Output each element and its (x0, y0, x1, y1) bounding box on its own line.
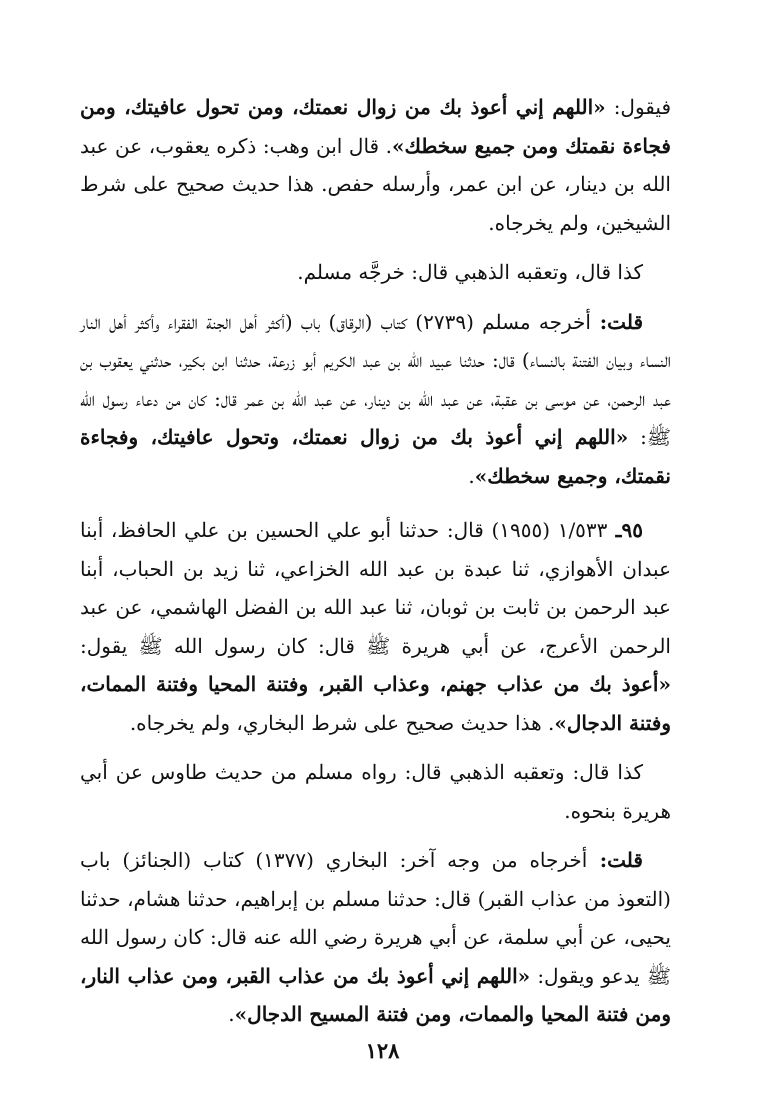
paragraph (80, 253, 671, 292)
emphasized-text: قلت: (587, 848, 643, 872)
emphasized-text: قلت: (590, 309, 644, 334)
emphasized-text: «اللهم إني أعوذ بك من زوال نعمتك، ومن تحول عافيتك، ومن فجاءة نقمتك ومن جميع سخطك» (80, 95, 671, 158)
text-segment: فيقول: (605, 95, 672, 119)
emphasized-text: ٩٥ـ (607, 518, 644, 542)
text-segment: أخرجه مسلم (٢٧٣٩) كتاب (الرقاق) باب (أكثر أهل الجنة الفقراء وأكثر أهل النار النساء وبيان الفتنة بالنساء) قال: حدثنا عبيد الله بن عبد الكريم أبو زرعة، حدثنا ابن بكير، حدثني يعقوب بن عبد الرحمن، عن موسى بن عقبة، عن عبد الله بن دينار، عن عبد الله بن عمر قال: كان من دعاء رسول الله ﷺ: (80, 309, 671, 449)
text-segment: ١/٥٣٣ (١٩٥٥) قال: حدثنا أبو علي الحسين بن علي الحافظ، أبنا عبدان الأهوازي، ثنا عبدة بن عبد الله الخزاعي، ثنا زيد بن الحباب، أبنا عبد الرحمن بن ثابت بن ثوبان، ثنا عبد الله بن الفضل الهاشمي، عن عبد الرحمن الأعرج، عن أبي هريرة ﷺ قال: كان رسول الله ﷺ يقول: (80, 518, 671, 658)
body-text (80, 88, 671, 1034)
text-segment: كذا قال، وتعقبه الذهبي قال: خرجَّه مسلم. (297, 260, 643, 284)
text-segment: كذا قال: وتعقبه الذهبي قال: رواه مسلم من حديث طاوس عن أبي هريرة بنحوه. (80, 760, 671, 823)
text-segment: . قال ابن وهب: ذكره يعقوب، عن عبد الله بن دينار، عن ابن عمر، وأرسله حفص. هذا حديث صحيح على شرط الشيخين، ولم يخرجاه. (80, 133, 671, 235)
page-number: ١٢٨ (365, 1038, 400, 1063)
emphasized-text: «أعوذ بك من عذاب جهنم، وعذاب القبر، وفتنة المحيا وفتنة الممات، وفتنة الدجال» (80, 672, 671, 735)
paragraph (80, 841, 671, 1034)
text-segment: أخرجاه من وجه آخر: البخاري (١٣٧٧) كتاب (الجنائز) باب (التعوذ من عذاب القبر) قال: حدثنا مسلم بن إبراهيم، حدثنا هشام، حدثنا يحيى، عن أبي سلمة، عن أبي هريرة رضي الله عنه قال: كان رسول الله ﷺ يدعو ويقول: (80, 848, 671, 988)
paragraph (80, 303, 671, 496)
paragraph (80, 88, 671, 242)
text-segment: . (228, 1002, 235, 1026)
paragraph (80, 753, 671, 830)
emphasized-text: «اللهم إني أعوذ بك من عذاب القبر، ومن عذاب النار، ومن فتنة المحيا والممات، ومن فتنة المسيح الدجال» (80, 963, 671, 1026)
paragraph (80, 511, 671, 742)
text-segment: . (468, 463, 475, 488)
text-segment: . هذا حديث صحيح على شرط البخاري، ولم يخرجاه. (129, 710, 555, 735)
emphasized-text: «اللهم إني أعوذ بك من زوال نعمتك، وتحول عافيتك، وفجاءة نقمتك، وجميع سخطك» (80, 425, 671, 488)
